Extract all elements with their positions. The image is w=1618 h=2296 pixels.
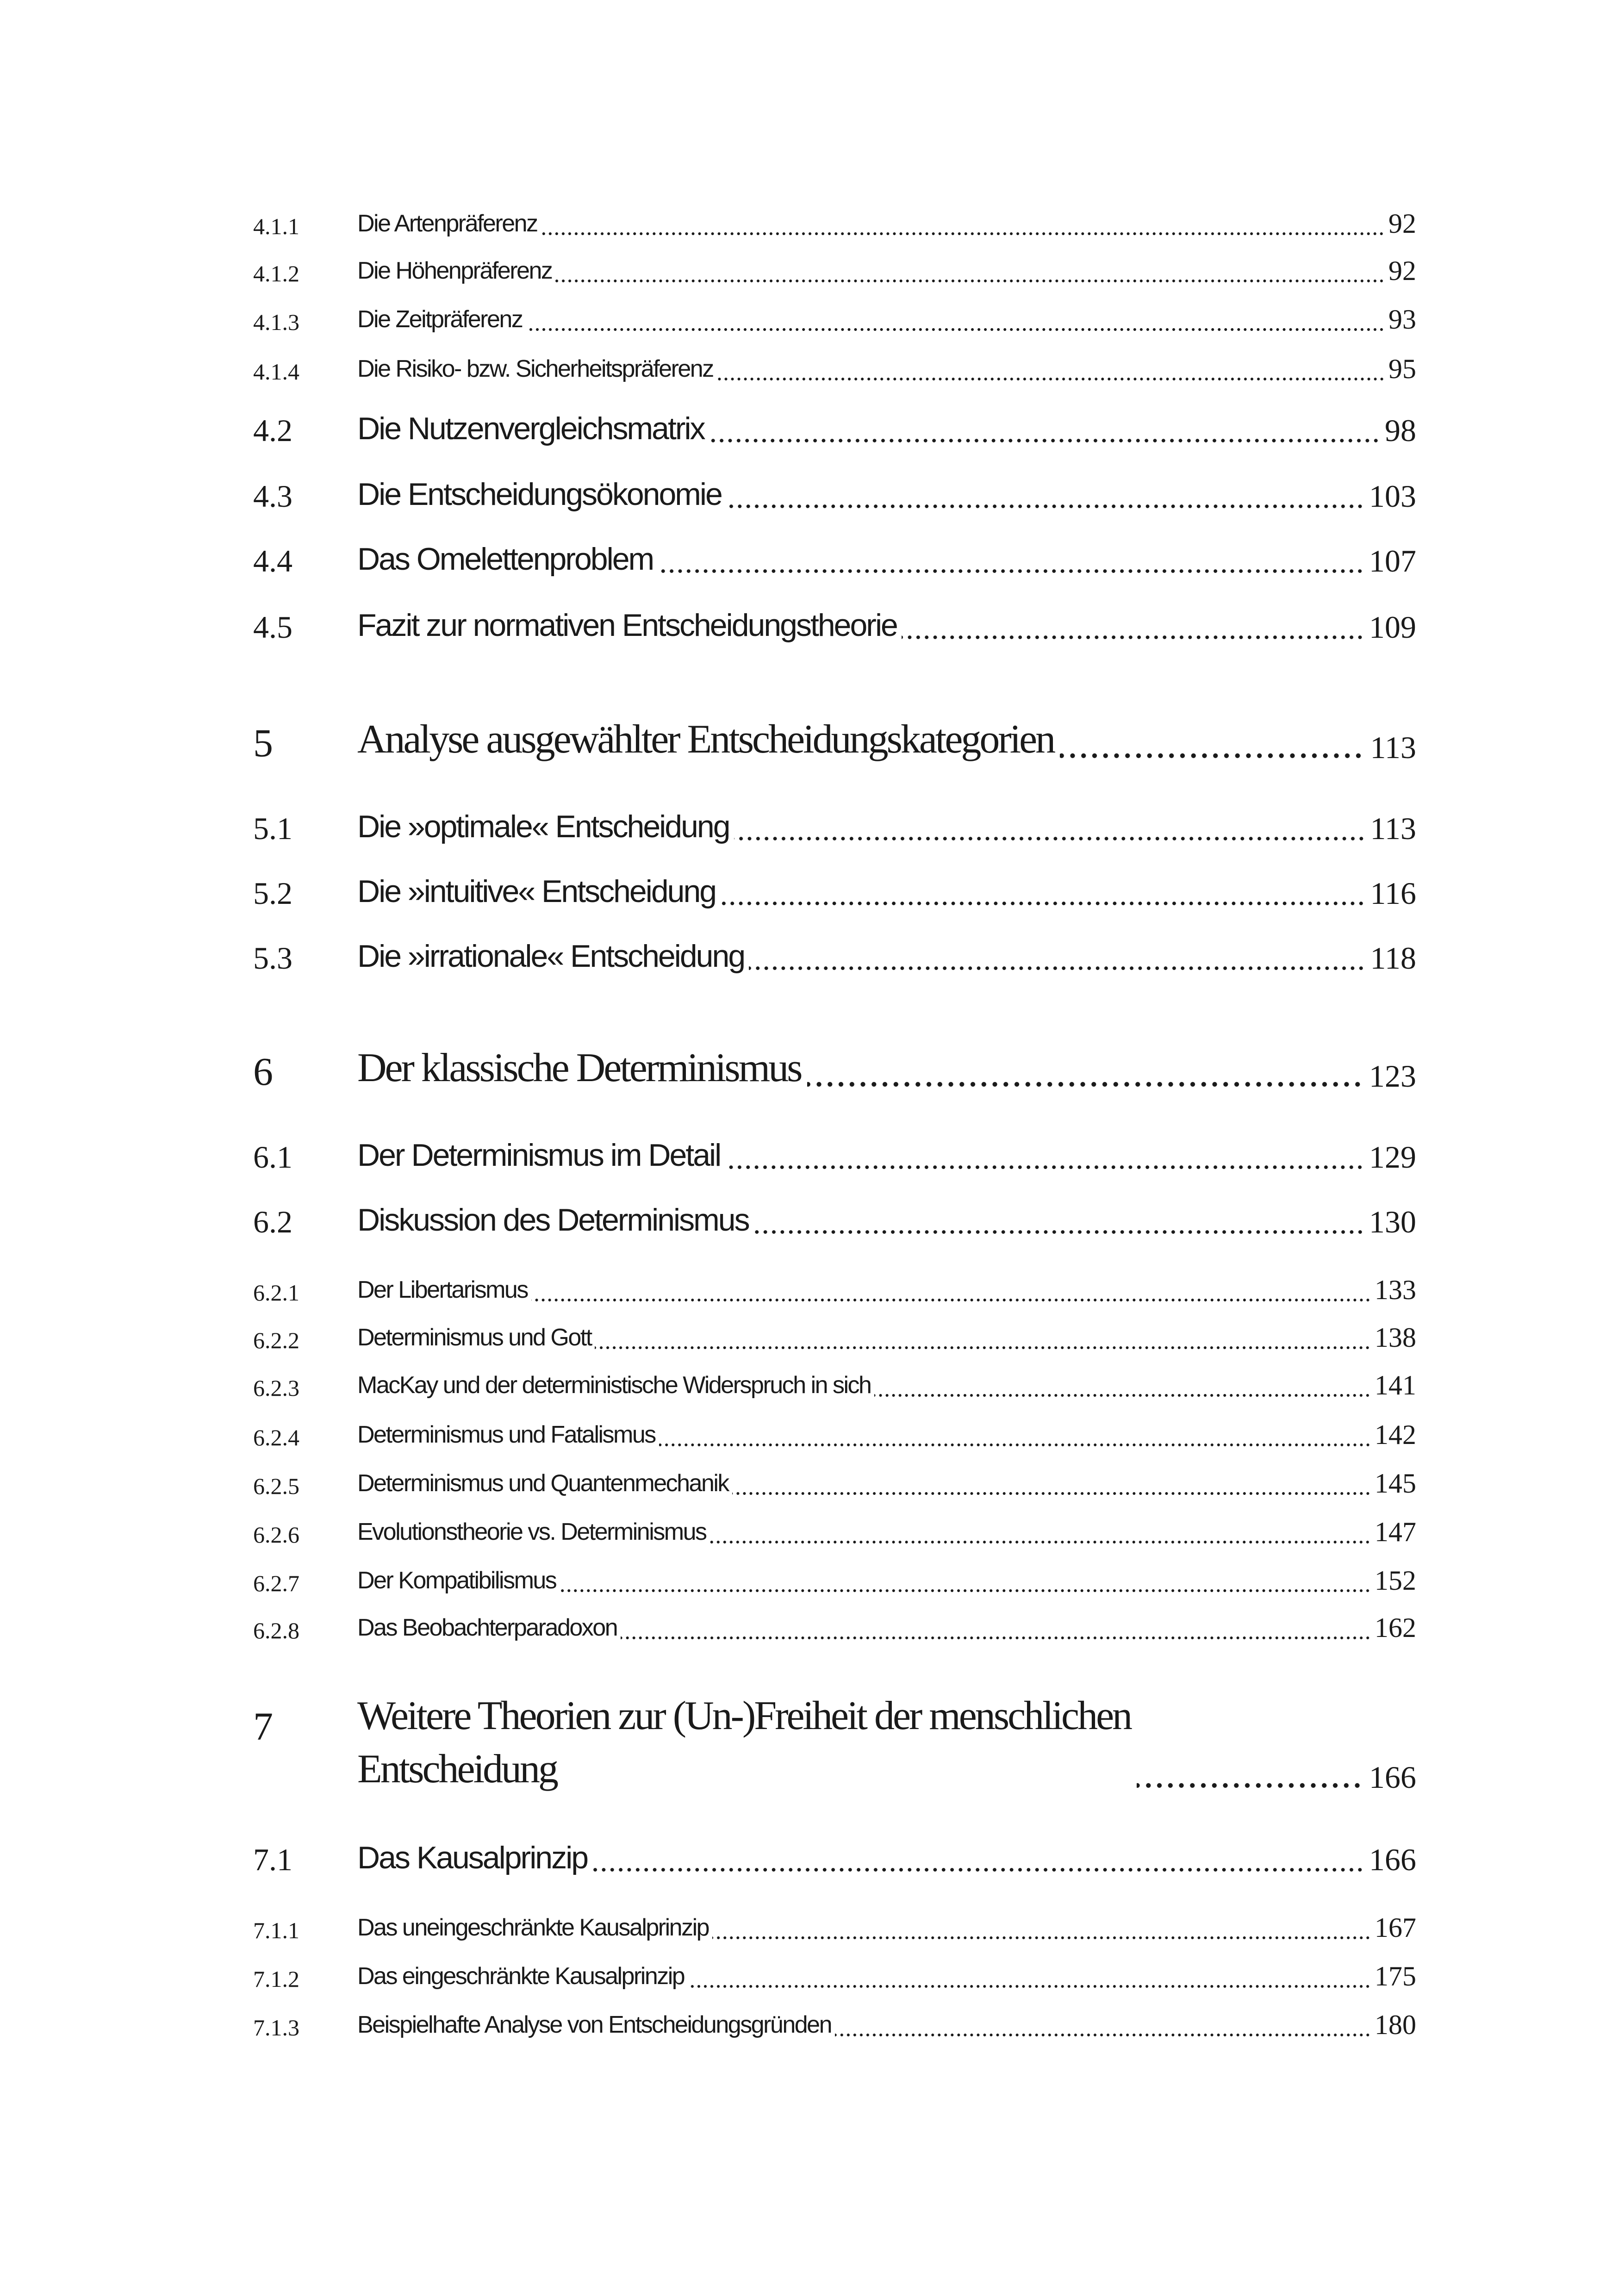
toc-title: Die Risiko- bzw. Sicherheitspräferenz	[357, 355, 713, 383]
dot-leader	[712, 1934, 1371, 1941]
toc-title: Das Omelettenproblem	[357, 541, 653, 577]
toc-number: 5	[253, 721, 273, 765]
toc-page-number: 113	[1370, 811, 1416, 846]
toc-entry[interactable]	[253, 940, 1416, 977]
toc-number: 6.2.6	[253, 1522, 299, 1548]
toc-number: 6.2.1	[253, 1280, 299, 1306]
dot-leader	[658, 566, 1364, 575]
toc-number: 6.2.2	[253, 1327, 299, 1353]
dot-leader	[709, 1538, 1371, 1545]
toc-title: Determinismus und Fatalismus	[357, 1421, 655, 1449]
toc-entry[interactable]	[253, 1045, 1416, 1095]
dot-leader	[807, 1077, 1363, 1089]
toc-number: 5.2	[253, 876, 292, 911]
toc-number: 6	[253, 1049, 273, 1094]
toc-page-number: 141	[1375, 1370, 1416, 1400]
toc-title: Beispielhafte Analyse von Entscheidungsgründen	[357, 2011, 832, 2039]
toc-page-number: 145	[1375, 1468, 1416, 1499]
toc-title: Der klassische Determinismus	[357, 1045, 801, 1090]
toc-number: 6.2.5	[253, 1473, 299, 1499]
toc-entry[interactable]	[253, 478, 1416, 515]
toc-entry[interactable]	[253, 1693, 1416, 1796]
toc-page-number: 166	[1369, 1842, 1416, 1877]
dot-leader	[732, 1489, 1371, 1497]
toc-number: 4.5	[253, 610, 292, 645]
toc-page-number: 93	[1388, 304, 1416, 335]
toc-page-number: 92	[1388, 208, 1416, 239]
toc-page-number: 116	[1370, 876, 1416, 911]
dot-leader	[874, 1391, 1371, 1399]
toc-title: Die »intuitive« Entscheidung	[357, 873, 716, 909]
toc-title: Die Entscheidungsökonomie	[357, 476, 722, 512]
dot-leader	[835, 2031, 1371, 2038]
dot-leader	[595, 1344, 1371, 1351]
toc-entry[interactable]	[253, 716, 1416, 766]
toc-entry[interactable]	[253, 1511, 1416, 1548]
toc-number: 7.1.3	[253, 2015, 299, 2041]
toc-entry[interactable]	[253, 1560, 1416, 1597]
dot-leader	[753, 1227, 1364, 1236]
toc-number: 6.2.4	[253, 1425, 299, 1450]
toc-number: 4.1.4	[253, 359, 299, 385]
toc-entry[interactable]	[253, 1139, 1416, 1176]
dot-leader	[749, 963, 1365, 972]
toc-page-number: 162	[1375, 1612, 1416, 1643]
toc-number: 7.1	[253, 1842, 292, 1877]
toc-number: 4.1.2	[253, 261, 299, 286]
toc-page-number: 113	[1370, 730, 1416, 765]
toc-page-number: 138	[1375, 1322, 1416, 1353]
toc-entry[interactable]	[253, 1203, 1416, 1240]
toc-page-number: 130	[1369, 1204, 1416, 1239]
dot-leader	[560, 1587, 1371, 1594]
toc-title: Analyse ausgewählter Entscheidungskategorien	[357, 716, 1054, 762]
toc-entry[interactable]	[253, 203, 1416, 240]
dot-leader	[726, 501, 1364, 510]
dot-leader	[709, 436, 1380, 445]
toc-page-number: 129	[1369, 1139, 1416, 1175]
toc-entry[interactable]	[253, 2004, 1416, 2041]
toc-title: Die »optimale« Entscheidung	[357, 809, 729, 844]
toc-page-number: 92	[1388, 255, 1416, 286]
toc-page-number: 147	[1375, 1517, 1416, 1547]
toc-entry[interactable]	[253, 1841, 1416, 1878]
dot-leader	[592, 1865, 1364, 1874]
toc-title: Der Libertarismus	[357, 1276, 528, 1304]
toc-number: 6.2.3	[253, 1375, 299, 1401]
toc-number: 4.1.3	[253, 309, 299, 335]
dot-leader	[531, 1296, 1371, 1303]
dot-leader	[688, 1982, 1371, 1990]
toc-number: 4.4	[253, 543, 292, 579]
toc-entry[interactable]	[253, 1269, 1416, 1306]
toc-entry[interactable]	[253, 1364, 1416, 1401]
toc-entry[interactable]	[253, 250, 1416, 287]
toc-number: 6.2	[253, 1204, 292, 1239]
toc-title: Evolutionstheorie vs. Determinismus	[357, 1518, 706, 1546]
toc-entry[interactable]	[253, 810, 1416, 847]
toc-page-number: 95	[1388, 354, 1416, 384]
toc-title: Das eingeschränkte Kausalprinzip	[357, 1963, 685, 1990]
dot-leader	[1060, 749, 1364, 761]
toc-entry[interactable]	[253, 875, 1416, 912]
toc-page-number: 175	[1375, 1961, 1416, 1991]
dot-leader	[1137, 1779, 1363, 1791]
toc-number: 7.1.2	[253, 1966, 299, 1992]
toc-number: 6.2.7	[253, 1570, 299, 1596]
toc-entry[interactable]	[253, 1955, 1416, 1992]
toc-entry[interactable]	[253, 1414, 1416, 1451]
dot-leader	[902, 632, 1364, 641]
toc-entry[interactable]	[253, 1317, 1416, 1354]
dot-leader	[725, 1162, 1364, 1171]
toc-page-number: 152	[1375, 1565, 1416, 1596]
dot-leader	[526, 325, 1385, 333]
toc-number: 6.1	[253, 1139, 292, 1175]
toc-title: Die Zeitpräferenz	[357, 306, 523, 333]
toc-title: MacKay und der deterministische Widerspruch in sich	[357, 1372, 871, 1399]
toc-title: Determinismus und Gott	[357, 1324, 591, 1351]
toc-title: Die Nutzenvergleichsmatrix	[357, 411, 704, 446]
toc-title: Der Determinismus im Detail	[357, 1137, 721, 1173]
toc-number: 5.3	[253, 940, 292, 976]
toc-number: 4.1.1	[253, 213, 299, 239]
toc-entry[interactable]	[253, 1462, 1416, 1500]
toc-page-number: 109	[1369, 610, 1416, 645]
toc-page-number: 107	[1369, 543, 1416, 579]
toc-number: 5.1	[253, 811, 292, 846]
toc-title: Der Kompatibilismus	[357, 1567, 556, 1594]
toc-title: Die »irrationale« Entscheidung	[357, 938, 745, 974]
toc-entry[interactable]	[253, 299, 1416, 336]
toc-title: Fazit zur normativen Entscheidungstheorie	[357, 607, 897, 643]
toc-page-number: 118	[1370, 940, 1416, 976]
dot-leader	[621, 1634, 1371, 1641]
toc-title: Das Beobachterparadoxon	[357, 1614, 617, 1642]
toc-page-number: 180	[1375, 2010, 1416, 2040]
toc-title: Determinismus und Quantenmechanik	[357, 1470, 728, 1497]
toc-page-number: 142	[1375, 1419, 1416, 1450]
toc-entry[interactable]	[253, 542, 1416, 579]
toc-title: Diskussion des Determinismus	[357, 1202, 749, 1238]
dot-leader	[541, 230, 1385, 237]
dot-leader	[720, 898, 1365, 908]
toc-page-number: 123	[1369, 1058, 1416, 1094]
toc-number: 7	[253, 1704, 273, 1748]
toc-entry[interactable]	[253, 1907, 1416, 1944]
dot-leader	[734, 834, 1366, 843]
dot-leader	[659, 1441, 1371, 1448]
toc-title: Die Artenpräferenz	[357, 210, 537, 237]
toc-entry[interactable]	[253, 1607, 1416, 1644]
toc-entry[interactable]	[253, 609, 1416, 646]
toc-title: Weitere Theorien zur (Un-)Freiheit der menschlichen	[357, 1693, 1131, 1739]
toc-page-number: 103	[1369, 479, 1416, 514]
toc-page-number: 133	[1375, 1275, 1416, 1305]
toc-number: 7.1.1	[253, 1917, 299, 1943]
toc-title: Das Kausalprinzip	[357, 1840, 588, 1875]
toc-number: 4.3	[253, 479, 292, 514]
toc-title: Die Höhenpräferenz	[357, 257, 552, 285]
toc-page-number: 166	[1369, 1760, 1416, 1795]
toc-title: Entscheidung	[357, 1746, 557, 1792]
toc-page-number: 98	[1385, 413, 1416, 448]
toc-entry[interactable]	[253, 412, 1416, 449]
dot-leader	[717, 375, 1385, 382]
dot-leader	[555, 277, 1385, 284]
toc-page-number: 167	[1375, 1912, 1416, 1943]
toc-title: Das uneingeschränkte Kausalprinzip	[357, 1914, 709, 1941]
toc-number: 6.2.8	[253, 1618, 299, 1643]
toc-number: 4.2	[253, 413, 292, 448]
toc-entry[interactable]	[253, 348, 1416, 385]
